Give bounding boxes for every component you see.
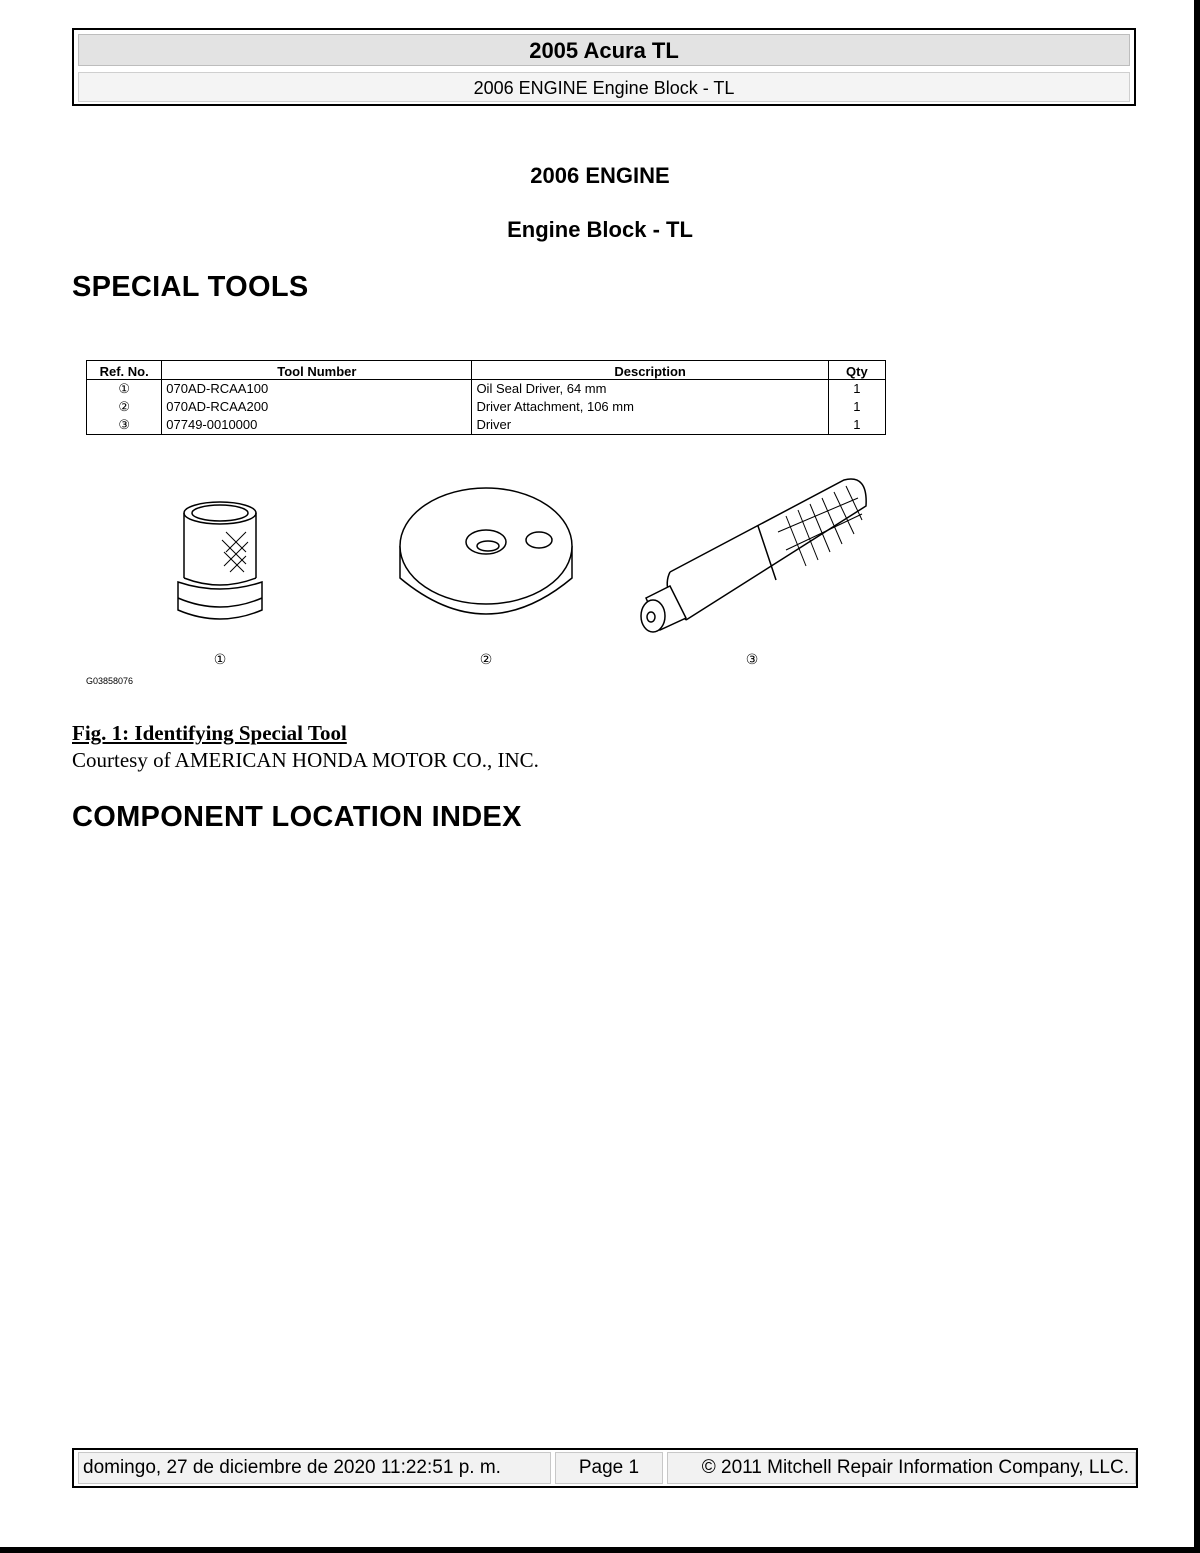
- oil-seal-driver-drawing: [178, 502, 262, 619]
- column-header: Tool Number: [162, 361, 472, 380]
- description-cell: Driver Attachment, 106 mm: [472, 398, 828, 416]
- ref-cell: ①: [87, 380, 162, 399]
- figure-label-3: ③: [745, 652, 759, 668]
- footer-page-number: Page 1: [555, 1452, 663, 1484]
- footer-copyright: © 2011 Mitchell Repair Information Company, LLC.: [667, 1452, 1136, 1484]
- column-header: Ref. No.: [87, 361, 162, 380]
- table-row: [87, 380, 886, 399]
- footer-date: domingo, 27 de diciembre de 2020 11:22:51 p. m.: [78, 1452, 551, 1484]
- description-cell: Oil Seal Driver, 64 mm: [472, 380, 828, 399]
- qty-cell: 1: [828, 416, 885, 435]
- description-cell: Driver: [472, 416, 828, 435]
- figure-label-1: ①: [213, 652, 227, 668]
- section-heading-special-tools: SPECIAL TOOLS: [72, 271, 309, 303]
- table-row: [87, 398, 886, 416]
- special-tools-illustration: [86, 470, 886, 690]
- page-footer: [72, 1448, 1138, 1488]
- qty-cell: 1: [828, 398, 885, 416]
- driver-attachment-drawing: [400, 488, 572, 614]
- section-heading-component-location: COMPONENT LOCATION INDEX: [72, 801, 522, 833]
- header-title: 2005 Acura TL: [78, 34, 1130, 66]
- doc-title-line1: 2006 ENGINE: [530, 163, 670, 188]
- tool-number-cell: 070AD-RCAA200: [162, 398, 472, 416]
- ref-cell: ②: [87, 398, 162, 416]
- special-tools-table: [86, 360, 886, 435]
- doc-title-line2: Engine Block - TL: [507, 217, 693, 242]
- table-row: [87, 416, 886, 435]
- ref-cell: ③: [87, 416, 162, 435]
- figure-code: G03858076: [86, 676, 134, 686]
- figure-caption: Fig. 1: Identifying Special Tool: [72, 721, 347, 745]
- figure-courtesy: Courtesy of AMERICAN HONDA MOTOR CO., INC.: [72, 748, 539, 772]
- column-header: Description: [472, 361, 828, 380]
- driver-handle-drawing: [641, 479, 866, 632]
- qty-cell: 1: [828, 380, 885, 399]
- page-header: [72, 28, 1136, 106]
- tool-number-cell: 07749-0010000: [162, 416, 472, 435]
- figure-label-2: ②: [479, 652, 493, 668]
- header-subtitle: 2006 ENGINE Engine Block - TL: [78, 72, 1130, 102]
- column-header: Qty: [828, 361, 885, 380]
- tool-number-cell: 070AD-RCAA100: [162, 380, 472, 399]
- table-header-row: [87, 361, 886, 380]
